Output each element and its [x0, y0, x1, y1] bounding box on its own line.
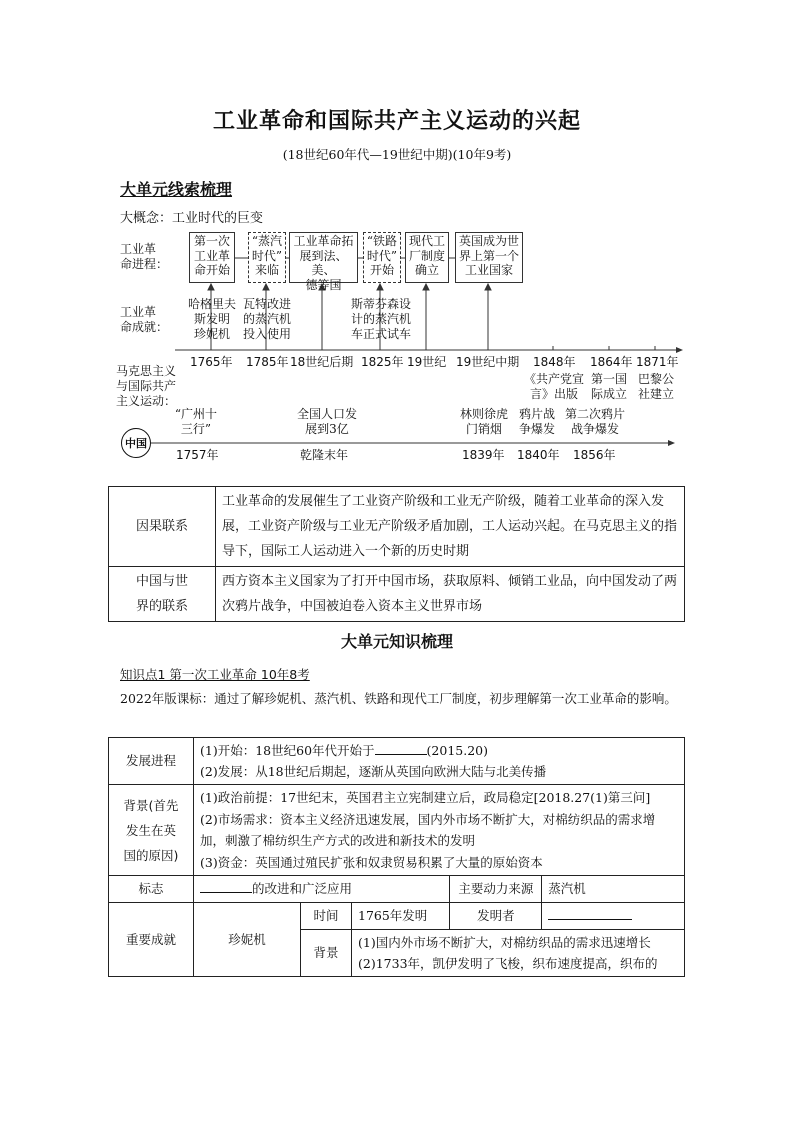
marx-event — [634, 372, 678, 402]
achievement-line: 珍妮机 — [193, 327, 230, 341]
box-line: 工业国家 — [464, 263, 513, 277]
achievement-line: 投入使用 — [242, 327, 291, 341]
year-label: 1785年 — [246, 355, 289, 369]
china-year: 1840年 — [517, 448, 560, 462]
china-badge: 中国 — [121, 428, 151, 458]
power-value: 蒸汽机 — [542, 876, 685, 903]
text: (2015.20) — [426, 743, 488, 758]
box-line: 时代” — [366, 248, 398, 263]
concept-label: 大概念： — [120, 211, 173, 226]
event-line: “广州十 — [174, 407, 218, 421]
china-event — [560, 407, 630, 437]
achievement-line: 哈格里夫 — [187, 297, 236, 311]
text: 的改进和广泛应用 — [252, 881, 353, 896]
relation-text: 工业革命的发展催生了工业资产阶级和工业无产阶级，随着工业革命的深入发展，工业资产阶级与工业无产阶级矛盾加剧，工人运动兴起。在马克思主义的指导下，国际工人运动进入一个新的历史时期 — [216, 487, 685, 567]
fill-blank[interactable] — [548, 905, 632, 920]
year-label: 19世纪 — [407, 355, 447, 369]
table-row — [109, 785, 685, 876]
box-line: “铁路 — [366, 234, 398, 248]
marx-event — [588, 372, 630, 402]
achievement-line: 计的蒸汽机 — [350, 312, 411, 326]
event-line: 展到3亿 — [305, 422, 349, 436]
achievement-line: 车正式试车 — [350, 327, 411, 341]
label-line: 发生在英 — [125, 822, 176, 838]
row-label-line: 马克思主义 — [116, 364, 177, 378]
event-line: 际成立 — [590, 387, 627, 401]
progress-line-2: (2)发展：从18世纪后期起，逐渐从英国向欧洲大陆与北美传播 — [200, 764, 547, 779]
marx-event — [522, 372, 586, 402]
knowledge-point-heading: 知识点1 第一次工业革命 10年8考 — [120, 667, 310, 682]
jenny-label: 珍妮机 — [194, 903, 301, 977]
box-line: 英国成为世 — [458, 234, 519, 248]
box-line: 展到法、美、 — [299, 248, 348, 277]
box-line: 第一次 — [193, 234, 230, 248]
box-line: 开始 — [369, 263, 394, 277]
event-line: 社建立 — [637, 387, 674, 401]
knowledge-table — [108, 737, 685, 977]
achievement-line: 瓦特改进 — [242, 297, 291, 311]
table-row — [109, 903, 685, 930]
achievement-line: 的蒸汽机 — [242, 312, 291, 326]
background-line: (3)资金：英国通过殖民扩张和奴隶贸易积累了大量的原始资本 — [200, 854, 543, 870]
text: (1)开始：18世纪60年代开始于 — [200, 743, 375, 758]
background-label — [109, 785, 194, 876]
box-line: 命开始 — [193, 263, 230, 277]
china-year: 1839年 — [462, 448, 505, 462]
year-label: 19世纪中期 — [456, 355, 520, 369]
year-label: 1864年 — [590, 355, 633, 369]
table-row — [109, 738, 685, 785]
china-year: 1856年 — [573, 448, 616, 462]
row-label-line: 命成就： — [120, 320, 169, 334]
page-title: 工业革命和国际共产主义运动的兴起 — [212, 109, 581, 134]
relation-table — [108, 486, 685, 622]
achievement-line: 斯发明 — [193, 312, 230, 326]
progress-label: 发展进程 — [109, 738, 194, 785]
inventor-cell — [542, 903, 685, 930]
table-row — [109, 487, 685, 567]
china-year: 1757年 — [176, 448, 219, 462]
china-event — [514, 407, 560, 437]
event-line: 争爆发 — [518, 422, 555, 436]
event-line: 言》出版 — [529, 387, 578, 401]
event-line: 第一国 — [590, 372, 627, 386]
process-box — [405, 232, 449, 283]
process-box — [289, 232, 358, 292]
relation-label: 因果联系 — [109, 487, 216, 567]
box-line: 工业革 — [193, 248, 230, 263]
achievement — [346, 297, 416, 342]
process-box — [455, 232, 523, 283]
curriculum-standard: 2022年版课标：通过了解珍妮机、蒸汽机、铁路和现代工厂制度，初步理解第一次工业革命的影响。 — [120, 691, 677, 706]
china-event — [292, 407, 362, 437]
achievement — [184, 297, 240, 342]
section-title-clue: 大单元线索梳理 — [120, 180, 233, 199]
progress-cell — [194, 738, 685, 785]
section-title-knowledge: 大单元知识梳理 — [340, 632, 453, 651]
box-line: 工业革命拓 — [293, 234, 354, 248]
box-line: 确立 — [414, 263, 439, 277]
relation-text: 西方资本主义国家为了打开中国市场，获取原料、倾销工业品，向中国发动了两次鸦片战争，中国被迫卷入资本主义世界市场 — [216, 567, 685, 622]
sign-label: 标志 — [109, 876, 194, 903]
box-line: “蒸汽 — [251, 234, 283, 248]
box-line: 界上第一个 — [458, 248, 519, 263]
bg-label: 背景 — [301, 930, 352, 977]
concept-text: 工业时代的巨变 — [172, 211, 264, 226]
event-line: 三行” — [180, 422, 212, 436]
bg-cell — [352, 930, 685, 977]
year-label: 1765年 — [190, 355, 233, 369]
event-line: 鸦片战 — [518, 407, 555, 421]
row-label-line: 工业革 — [120, 305, 157, 319]
event-line: 林则徐虎 — [459, 407, 508, 421]
background-line: (2)市场需求：资本主义经济迅速发展，国内外市场不断扩大，对棉纺织品的需求增加，刺激了棉纺织生产方式的改进和新技术的发明 — [200, 811, 656, 848]
fill-blank[interactable] — [375, 740, 427, 755]
inventor-label: 发明者 — [450, 903, 542, 930]
event-line: 第二次鸦片 — [564, 407, 625, 421]
achievement-label: 重要成就 — [109, 903, 194, 977]
table-row — [109, 567, 685, 622]
background-cell — [194, 785, 685, 876]
background-line: (1)政治前提：17世纪末，英国君主立宪制建立后，政局稳定[2018.27(1)第三问] — [200, 790, 651, 805]
box-line: 来临 — [254, 263, 279, 277]
fill-blank[interactable] — [200, 878, 252, 893]
relation-label — [109, 567, 216, 622]
table-row — [109, 876, 685, 903]
progress-line-1 — [200, 740, 678, 761]
event-line: 《共产党宣 — [523, 372, 584, 386]
achievement — [238, 297, 296, 342]
row-label-line: 主义运动： — [116, 394, 177, 408]
row-label-line: 与国际共产 — [116, 379, 177, 393]
year-label: 1871年 — [636, 355, 679, 369]
achievement-line: 斯蒂芬森设 — [350, 297, 411, 311]
label-line: 国的原因) — [123, 847, 179, 863]
page-subtitle: (18世纪60年代—19世纪中期)(10年9考) — [282, 147, 512, 162]
process-box — [363, 232, 401, 283]
time-label: 时间 — [301, 903, 352, 930]
power-label: 主要动力来源 — [450, 876, 542, 903]
label-line: 界的联系 — [135, 599, 188, 614]
year-label: 1848年 — [533, 355, 576, 369]
box-line: 德等国 — [305, 277, 342, 292]
event-line: 全国人口发 — [296, 407, 357, 421]
bg-line: (1)国内外市场不断扩大，对棉纺织品的需求迅速增长 — [358, 935, 651, 950]
event-line: 门销烟 — [465, 422, 502, 436]
row-label-line: 命进程： — [120, 257, 169, 271]
event-line: 巴黎公 — [637, 372, 674, 386]
year-label: 18世纪后期 — [290, 355, 354, 369]
process-box — [248, 232, 286, 283]
china-event — [454, 407, 514, 437]
box-line: 时代” — [251, 248, 283, 263]
time-value: 1765年发明 — [352, 903, 450, 930]
china-year: 乾隆末年 — [300, 448, 349, 462]
box-line: 厂制度 — [408, 248, 445, 263]
label-line: 中国与世 — [135, 574, 188, 589]
sign-cell — [194, 876, 450, 903]
china-event — [170, 407, 222, 437]
event-line: 战争爆发 — [570, 422, 619, 436]
process-box — [189, 232, 235, 283]
label-line: 背景(首先 — [123, 797, 179, 813]
bg-line: (2)1733年，凯伊发明了飞梭，织布速度提高，织布的 — [358, 956, 658, 971]
box-line: 现代工 — [408, 234, 445, 248]
row-label-line: 工业革 — [120, 242, 157, 256]
year-label: 1825年 — [361, 355, 404, 369]
